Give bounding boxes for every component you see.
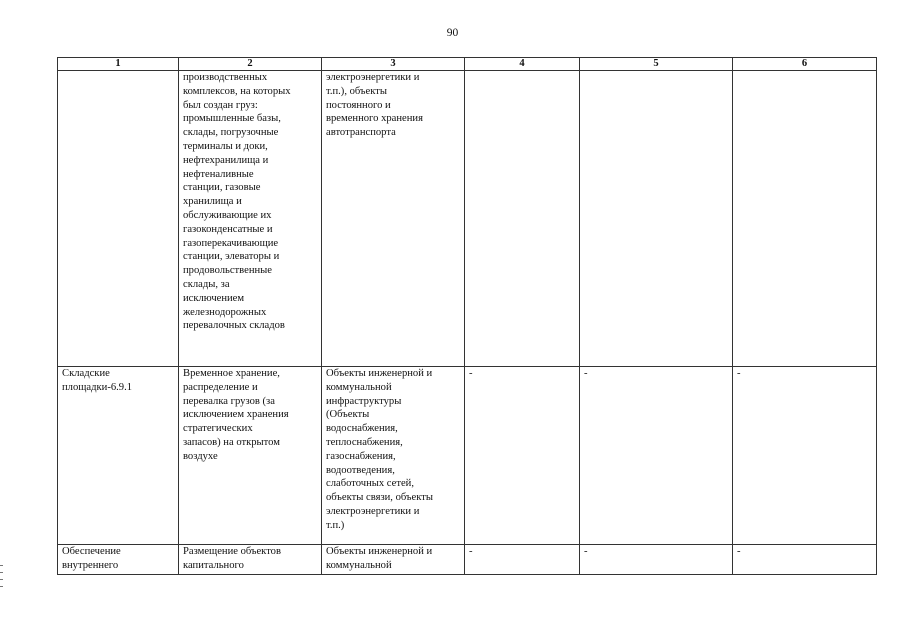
cell-auxiliary-objects: Объекты инженерной и коммунальной инфраструктуры (Объекты водоснабжения, теплоснабжения, газоснабжения, водоотведения, слаботочных сетей, объекты связи, объекты электроэнергетики и т.п.) <box>322 367 465 545</box>
table-row <box>58 71 877 367</box>
land-use-table <box>57 57 877 575</box>
table-header-row <box>58 58 877 71</box>
cell-type-name: Складские площадки-6.9.1 <box>58 367 179 545</box>
column-header-4: 4 <box>465 58 580 71</box>
scan-margin-mark <box>0 565 3 587</box>
column-header-5: 5 <box>580 58 733 71</box>
cell-type-name <box>58 71 179 367</box>
cell-col4: - <box>465 367 580 545</box>
cell-col5: - <box>580 367 733 545</box>
column-header-3: 3 <box>322 58 465 71</box>
cell-col5 <box>580 71 733 367</box>
cell-col6 <box>733 71 877 367</box>
cell-col4 <box>465 71 580 367</box>
cell-type-description: Временное хранение, распределение и перевалка грузов (за исключением хранения стратегических запасов) на открытом воздухе <box>179 367 322 545</box>
table-row <box>58 545 877 575</box>
cell-col5: - <box>580 545 733 575</box>
column-header-1: 1 <box>58 58 179 71</box>
cell-auxiliary-objects: электроэнергетики и т.п.), объекты постоянного и временного хранения автотранспорта <box>322 71 465 367</box>
cell-type-name: Обеспечение внутреннего <box>58 545 179 575</box>
cell-col6: - <box>733 367 877 545</box>
column-header-2: 2 <box>179 58 322 71</box>
cell-col6: - <box>733 545 877 575</box>
cell-type-description: производственных комплексов, на которых был создан груз: промышленные базы, склады, погрузочные терминалы и доки, нефтехранилища и нефтеналивные станции, газовые хранилища и обслуживающие их газоконденсатные и газоперекачивающие станции, элеваторы и продовольственные склады, за исключением железнодорожных перевалочных складов <box>179 71 322 367</box>
cell-type-description: Размещение объектов капитального <box>179 545 322 575</box>
page-number: 90 <box>446 27 459 39</box>
cell-col4: - <box>465 545 580 575</box>
column-header-6: 6 <box>733 58 877 71</box>
cell-auxiliary-objects: Объекты инженерной и коммунальной <box>322 545 465 575</box>
table-row <box>58 367 877 545</box>
